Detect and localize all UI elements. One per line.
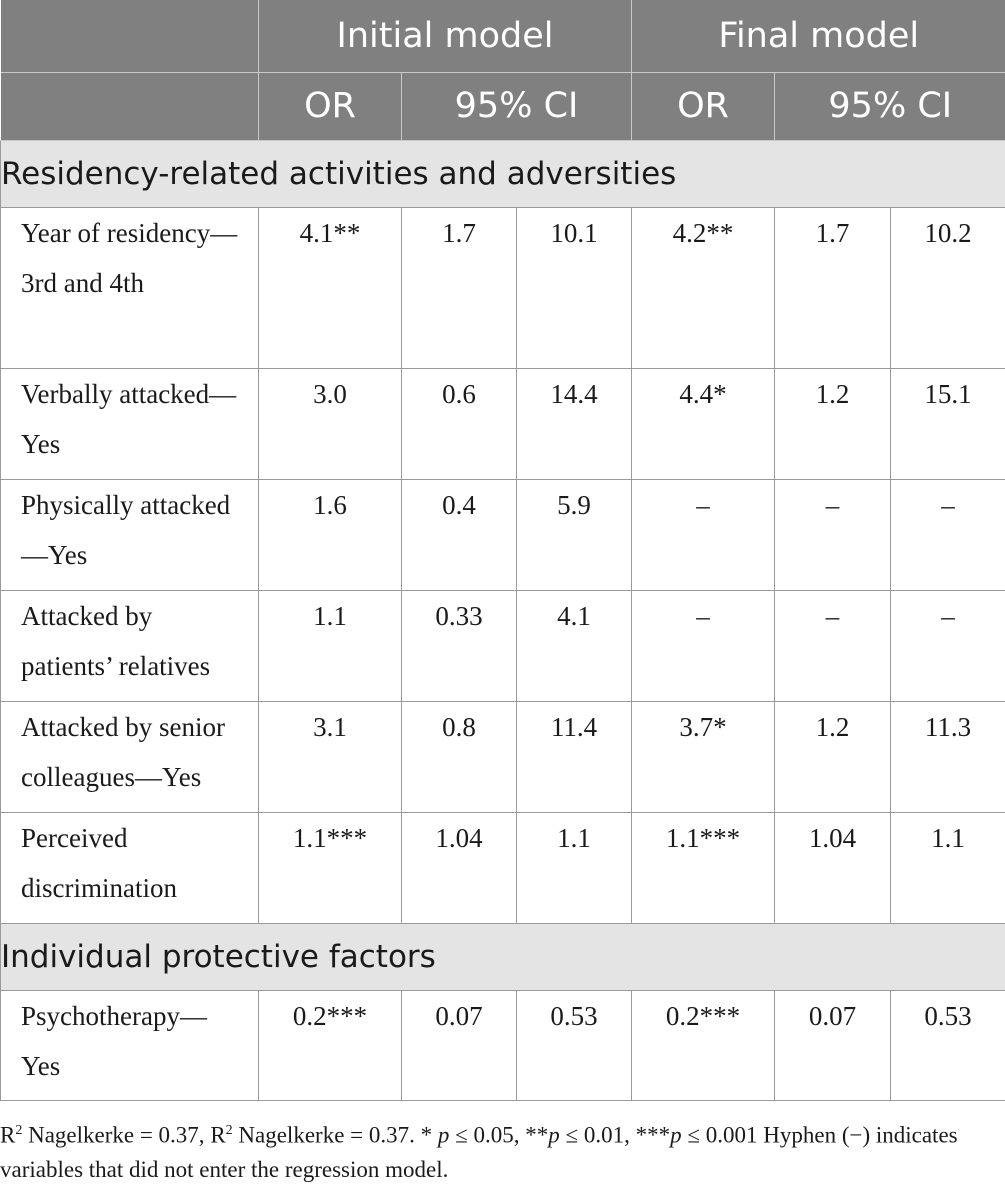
table-footnote bbox=[0, 1114, 1005, 1187]
final-or-cell: 3.7* bbox=[632, 701, 775, 812]
table-row bbox=[1, 590, 1005, 701]
final-ci-lower-cell: 1.04 bbox=[775, 812, 891, 923]
final-ci-upper-cell: 11.3 bbox=[891, 701, 1005, 812]
section-title: Individual protective factors bbox=[1, 923, 1005, 990]
row-label: Verbally attacked—Yes bbox=[1, 368, 259, 479]
initial-ci-upper-cell: 4.1 bbox=[517, 590, 632, 701]
final-ci-upper-cell: – bbox=[891, 479, 1005, 590]
footnote-p-symbol: p bbox=[548, 1122, 560, 1148]
row-label: Attacked by senior colleagues—Yes bbox=[1, 701, 259, 812]
table-row bbox=[1, 990, 1005, 1100]
final-or-cell: 4.4* bbox=[632, 368, 775, 479]
row-label: Perceived discrimination bbox=[1, 812, 259, 923]
initial-ci-header: 95% CI bbox=[402, 72, 632, 140]
initial-ci-upper-cell: 0.53 bbox=[517, 990, 632, 1100]
table-row bbox=[1, 207, 1005, 368]
final-ci-lower-cell: – bbox=[775, 590, 891, 701]
initial-ci-upper-cell: 11.4 bbox=[517, 701, 632, 812]
footnote-superscript: 2 bbox=[225, 1123, 233, 1138]
final-or-cell: – bbox=[632, 479, 775, 590]
row-label: Physically attacked—Yes bbox=[1, 479, 259, 590]
final-ci-upper-cell: 0.53 bbox=[891, 990, 1005, 1100]
header-row-stats bbox=[1, 72, 1005, 140]
initial-or-cell: 1.6 bbox=[259, 479, 402, 590]
initial-or-cell: 0.2*** bbox=[259, 990, 402, 1100]
final-or-cell: 0.2*** bbox=[632, 990, 775, 1100]
initial-ci-lower-cell: 0.33 bbox=[402, 590, 517, 701]
initial-ci-upper-cell: 14.4 bbox=[517, 368, 632, 479]
final-ci-lower-cell: 1.2 bbox=[775, 701, 891, 812]
row-label: Attacked by patients’ relatives bbox=[1, 590, 259, 701]
final-ci-upper-cell: 10.2 bbox=[891, 207, 1005, 368]
header-blank-cell bbox=[1, 0, 259, 72]
initial-ci-lower-cell: 0.8 bbox=[402, 701, 517, 812]
initial-or-cell: 1.1 bbox=[259, 590, 402, 701]
initial-ci-lower-cell: 0.07 bbox=[402, 990, 517, 1100]
initial-ci-upper-cell: 5.9 bbox=[517, 479, 632, 590]
final-or-cell: 1.1*** bbox=[632, 812, 775, 923]
initial-or-cell: 4.1** bbox=[259, 207, 402, 368]
footnote-r: R bbox=[0, 1122, 16, 1148]
final-ci-header: 95% CI bbox=[775, 72, 1005, 140]
final-ci-lower-cell: 1.2 bbox=[775, 368, 891, 479]
row-label: Psychotherapy—Yes bbox=[1, 990, 259, 1100]
final-or-cell: 4.2** bbox=[632, 207, 775, 368]
footnote-text: ≤ 0.05, ** bbox=[449, 1122, 549, 1148]
initial-ci-upper-cell: 10.1 bbox=[517, 207, 632, 368]
footnote-superscript: 2 bbox=[15, 1123, 23, 1138]
footnote-text: ≤ 0.01, *** bbox=[559, 1122, 671, 1148]
initial-or-cell: 1.1*** bbox=[259, 812, 402, 923]
table-row bbox=[1, 812, 1005, 923]
initial-ci-lower-cell: 1.04 bbox=[402, 812, 517, 923]
section-title: Residency-related activities and adversities bbox=[1, 140, 1005, 207]
final-model-header: Final model bbox=[632, 0, 1005, 72]
final-or-cell: – bbox=[632, 590, 775, 701]
initial-or-cell: 3.0 bbox=[259, 368, 402, 479]
final-ci-upper-cell: – bbox=[891, 590, 1005, 701]
initial-ci-lower-cell: 0.4 bbox=[402, 479, 517, 590]
table-row bbox=[1, 479, 1005, 590]
section-row bbox=[1, 923, 1005, 990]
table-row bbox=[1, 701, 1005, 812]
final-ci-lower-cell: – bbox=[775, 479, 891, 590]
initial-ci-upper-cell: 1.1 bbox=[517, 812, 632, 923]
header-row-models bbox=[1, 0, 1005, 72]
final-ci-lower-cell: 1.7 bbox=[775, 207, 891, 368]
final-ci-upper-cell: 1.1 bbox=[891, 812, 1005, 923]
initial-or-cell: 3.1 bbox=[259, 701, 402, 812]
footnote-r: R bbox=[210, 1122, 226, 1148]
header-blank-cell bbox=[1, 72, 259, 140]
initial-or-header: OR bbox=[259, 72, 402, 140]
table-row bbox=[1, 368, 1005, 479]
final-or-header: OR bbox=[632, 72, 775, 140]
section-row bbox=[1, 140, 1005, 207]
footnote-p-symbol: p bbox=[437, 1122, 450, 1148]
initial-ci-lower-cell: 1.7 bbox=[402, 207, 517, 368]
footnote-p-symbol: p bbox=[670, 1122, 682, 1148]
footnote-text: Nagelkerke = 0.37, bbox=[22, 1122, 211, 1148]
final-ci-upper-cell: 15.1 bbox=[891, 368, 1005, 479]
initial-ci-lower-cell: 0.6 bbox=[402, 368, 517, 479]
row-label: Year of residency—3rd and 4th bbox=[1, 207, 259, 368]
final-ci-lower-cell: 0.07 bbox=[775, 990, 891, 1100]
footnote-text: ≤ 0.001 Hyphen (−) indicates variables that did not enter the regression model. bbox=[0, 1122, 958, 1182]
initial-model-header: Initial model bbox=[259, 0, 632, 72]
footnote-text: Nagelkerke = 0.37. * bbox=[232, 1122, 438, 1148]
